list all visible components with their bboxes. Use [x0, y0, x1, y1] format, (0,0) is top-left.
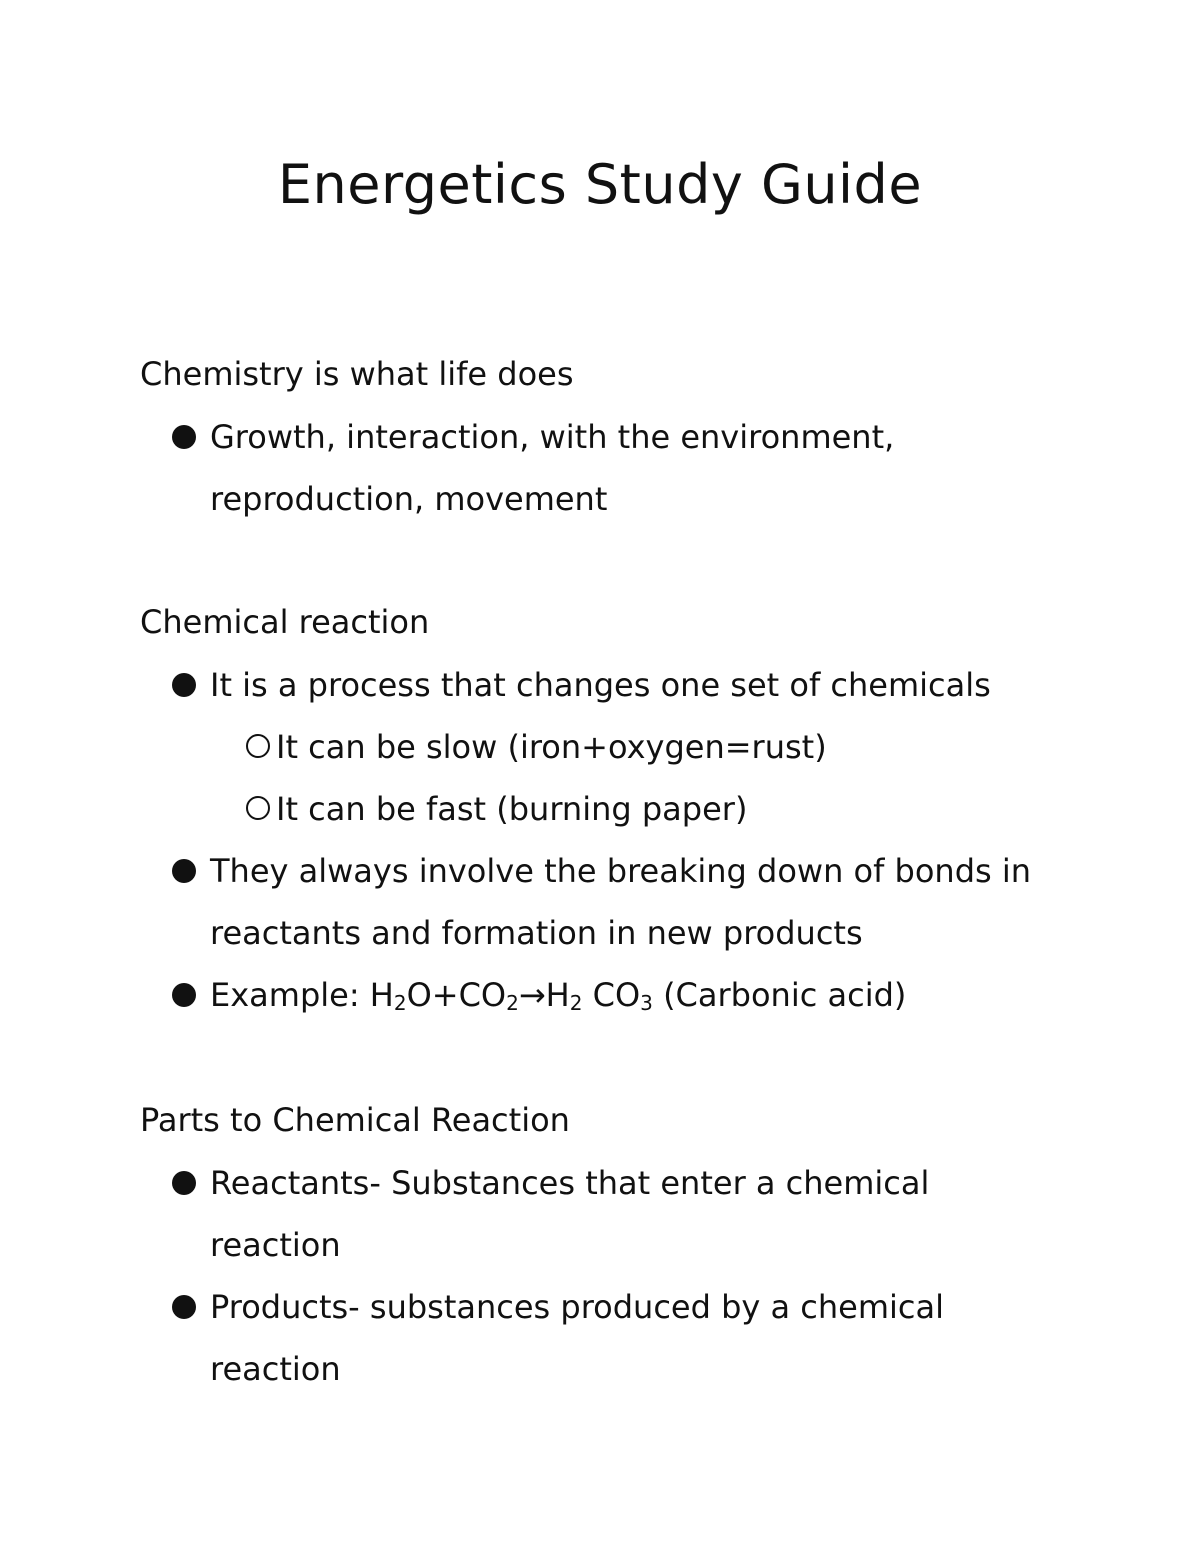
- bullet-text: Growth, interaction, with the environment, reproduction, movement: [210, 418, 895, 518]
- page-title: Energetics Study Guide: [277, 153, 923, 216]
- list-item: [172, 654, 1052, 716]
- hollow-bullet-icon: [246, 796, 270, 820]
- bullet-text: Products- substances produced by a chemical reaction: [210, 1288, 945, 1388]
- bullet-text: Reactants- Substances that enter a chemical reaction: [210, 1164, 930, 1264]
- equation-part: (Carbonic acid): [652, 976, 907, 1014]
- list-item: [172, 1152, 1052, 1276]
- equation-part: →H: [518, 976, 570, 1014]
- equation-subscript: 2: [569, 991, 583, 1015]
- list-item: [172, 964, 1052, 1026]
- equation-part: O+CO: [406, 976, 507, 1014]
- sub-bullet-text: It can be fast (burning paper): [276, 790, 748, 828]
- example-equation: [210, 964, 1052, 1026]
- section-heading-chemical-reaction: Chemical reaction: [140, 603, 430, 641]
- bullet-icon: [172, 425, 196, 449]
- sub-bullet-text: It can be slow (iron+oxygen=rust): [276, 728, 827, 766]
- bullet-icon: [172, 983, 196, 1007]
- bullet-icon: [172, 673, 196, 697]
- section-heading-parts: Parts to Chemical Reaction: [140, 1101, 570, 1139]
- example-label: Example:: [210, 976, 370, 1014]
- hollow-bullet-icon: [246, 734, 270, 758]
- equation-subscript: 3: [640, 991, 653, 1015]
- equation-part: CO: [582, 976, 641, 1014]
- equation-part: H: [369, 976, 394, 1014]
- bullet-icon: [172, 1171, 196, 1195]
- bullet-icon: [172, 1295, 196, 1319]
- sub-list-item: [246, 778, 1046, 840]
- equation-subscript: 2: [393, 991, 407, 1015]
- bullet-icon: [172, 859, 196, 883]
- bullet-text: They always involve the breaking down of bonds in reactants and formation in new products: [210, 852, 1032, 952]
- list-item: [172, 1276, 1052, 1400]
- section-heading-chemistry: Chemistry is what life does: [140, 355, 574, 393]
- bullet-text: It is a process that changes one set of chemicals: [210, 666, 991, 704]
- list-item: [172, 840, 1052, 964]
- sub-list-item: [246, 716, 1046, 778]
- equation-subscript: 2: [506, 991, 519, 1015]
- list-item: [172, 406, 1052, 530]
